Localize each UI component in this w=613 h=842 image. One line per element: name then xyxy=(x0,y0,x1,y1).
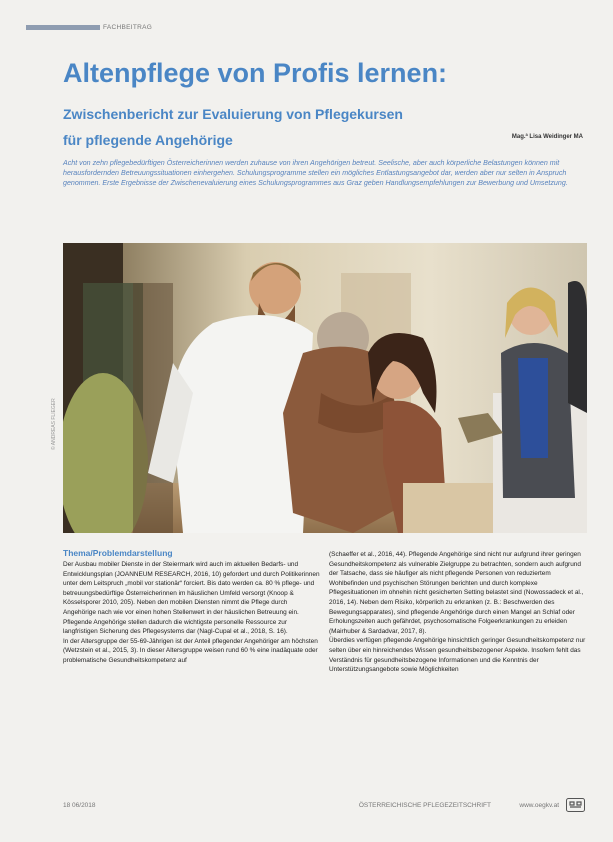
subtitle-line-2: für pflegende Angehörige xyxy=(63,132,233,148)
photo-credit: © ANDREAS FLIEGER xyxy=(51,398,57,450)
right-paragraph-2: Überdies verfügen pflegende Angehörige hinsichtlich geringer Gesundheitskompetenz nur selten über ein hinreichendes Wissen gesundheitsbezogener Aspekte. Insofern fehlt das Verständnis für gesundheitsbezogene Informationen und die Kenntnis der Unterstützungsangebote sowie Möglichkeiten xyxy=(329,637,586,674)
right-column xyxy=(329,550,587,675)
section-rubric xyxy=(26,24,152,31)
oegkv-logo-icon xyxy=(566,798,585,812)
page-number: 18 06/2018 xyxy=(63,802,96,809)
article-photo xyxy=(63,243,587,533)
left-paragraph-2: In der Altersgruppe der 55-69-Jährigen ist der Anteil pflegender Angehöriger am höchsten (Wetzstein et al., 2015, 3). In dieser Altersgruppe weisen rund 60 % eine inadäquate oder problematische Gesundheitskompetenz auf xyxy=(63,637,318,664)
subtitle-line-1: Zwischenbericht zur Evaluierung von Pflegekursen xyxy=(63,106,403,122)
article-title: Altenpflege von Profis lernen: xyxy=(63,58,448,88)
magazine-name: ÖSTERREICHISCHE PFLEGEZEITSCHRIFT xyxy=(358,802,491,809)
lead-paragraph: Acht von zehn pflegebedürftigen Österreicherinnen werden zuhause von ihren Angehörigen betreut. Seelische, aber auch körperliche Belastungen können mit herausfordernden Betreuungssituationen einhergehen. Schulungsprogramme stellen ein mögliches Entlastungsangebot dar, werden aber nur selten in Anspruch genommen. Erste Ergebnisse der Zwischenevaluierung eines Schulungsprogrammes aus Graz geben Handlungsempfehlungen zur Bewerbung und Umsetzung. xyxy=(63,159,568,188)
page-footer xyxy=(63,800,585,812)
left-paragraph-1: Der Ausbau mobiler Dienste in der Steiermark wird auch im aktuellen Bedarfs- und Entwicklungsplan (JOANNEUM RESEARCH, 2016, 10) gefordert und durch Politikerinnen unter dem Leitspruch „mobil vor stationär“ forciert. Bis dato werden ca. 80 % pflege- und betreuungsbedürftige Österreicherinnen im häuslichen Umfeld versorgt (Knoop & Kösselsporer 2010, 205). Neben den mobilen Diensten nimmt die Pflege durch Angehörige nach wie vor einen hohen Stellenwert in der häuslichen Betreuung ein. Pflegende Angehörige stellen dadurch die wichtigste personelle Ressource zur langfristigen Sicherung des Pflegesystems dar (Nagl-Cupal et al., 2018, S. 16). xyxy=(63,561,320,636)
article-subtitle xyxy=(63,101,403,153)
left-column xyxy=(63,548,321,666)
website-link[interactable]: www.oegkv.at xyxy=(519,802,559,809)
section-heading: Thema/Problemdarstellung xyxy=(63,548,173,558)
author-name: Mag.ª Lisa Weidinger MA xyxy=(511,134,583,140)
rubric-bar xyxy=(26,25,100,30)
rubric-label: FACHBEITRAG xyxy=(103,24,153,31)
right-paragraph-1: (Schaeffer et al., 2016, 44). Pflegende Angehörige sind nicht nur aufgrund ihrer geringen Gesundheitskompetenz als vulnerable Zielgruppe zu betrachten, sondern auch aufgrund der Tatsache, dass sie häufiger als nicht pflegende Personen von reduziertem Wohlbefinden und psychischen Störungen berichten und durch komplexe Pflegesituationen im ohnehin nicht gesicherten Setting belastet sind (Nowossadeck et al., 2016, 14). Neben dem Risiko, körperlich zu erkranken (z. B.: Beschwerden des Bewegungsapparates), sind pflegende Angehörige durch einen Mangel an Schlaf oder Erholungszeiten auch gefährdet, psychosomatische Folgeerkrankungen zu erleiden (Mairhuber & Sardadvar, 2017, 8). xyxy=(329,551,584,635)
